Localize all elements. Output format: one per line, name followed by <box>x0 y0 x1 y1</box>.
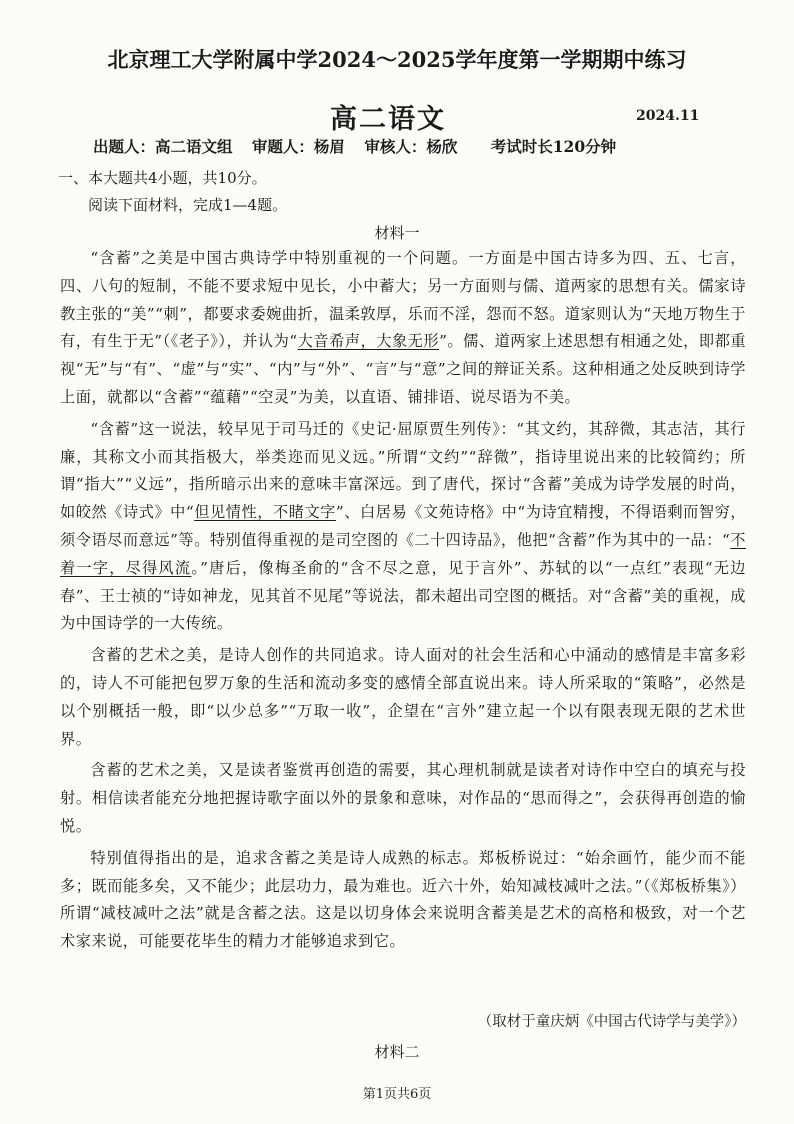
underlined-quote: 但见情性，不睹文字 <box>194 503 336 522</box>
text-run: “含蓄”这一说法，较早见于司马迁的《史记·屈原贾生列传》：“其文约，其辞微，其志洁，其行廉，其称文小而其指极大，举类迩而见义远。”所谓“文约”“辞微”，指诗里说出来的比较简约；所谓“指大”“义远”，指所暗示出来的意味丰富深远。到了唐代，探讨“含蓄”美成为诗学发展的时尚，如皎然《诗式》中“ <box>60 419 746 522</box>
paragraph-2 <box>60 416 746 638</box>
subject-title: 高二语文 <box>330 104 446 135</box>
paragraph-1 <box>60 245 746 412</box>
text-run: 。”唐后，像梅圣俞的“含不尽之意，见于言外”、苏轼的以“一点红”表现“无边春”、王士祯的“诗如神龙，见其首不见尾”等说法，都未超出司空图的概括。对“含蓄”美的重视，成为中国诗学的一大传统。 <box>60 558 746 633</box>
text-run: ”、白居易《文苑诗格》中“为诗宜精搜，不得语剩而智穷，须令语尽而意远”等。特别值得重视的是司空图的《二十四诗品》，他把“含蓄”作为其中的一品：“ <box>60 503 747 549</box>
text-run: “含蓄”之美是中国古典诗学中特别重视的一个问题。一方面是中国古诗多为四、五、七言，四、八句的短制，不能不要求短中见长，小中蓄大；另一方面则与儒、道两家的思想有关。儒家诗教主张的“美”“刺”，都要求委婉曲折，温柔敦厚，乐而不淫，怨而不怒。道家则认为“天地万物生于有，有生于无”（《老子》），并认为“ <box>60 249 746 351</box>
paragraph-4: 含蓄的艺术之美，又是读者鉴赏再创造的需要，其心理机制就是读者对诗作中空白的填充与投射。相信读者能充分地把握诗歌字面以外的景象和意味，对作品的“思而得之”，会获得再创造的愉悦。 <box>60 761 746 835</box>
underlined-quote: 大音希声，大象无形 <box>297 332 440 351</box>
underlined-quote: 不着一字，尽得风流 <box>60 530 746 577</box>
author-line <box>93 135 630 157</box>
material-one-body <box>60 245 746 960</box>
material-one-heading: 材料一 <box>374 224 420 242</box>
material-two-heading: 材料二 <box>374 1043 420 1061</box>
paragraph-5: 特别值得指出的是，追求含蓄之美是诗人成熟的标志。郑板桥说过：“始余画竹，能少而不能多；既而能多矣，又不能少；此层功力，最为难也。近六十外，始知减枝减叶之法。”（《郑板桥集》）所谓“减枝减叶之法”就是含蓄之法。这是以切身体会来说明含蓄美是艺术的高格和极致，对一个艺术家来说，可能要花毕生的精力才能够追求到它。 <box>60 848 746 951</box>
section-label: 一、本大题共4小题，共10分。 <box>58 169 267 187</box>
page-footer: 第1页共6页 <box>362 1087 432 1102</box>
exam-title: 北京理工大学附属中学2024～2025学年度第一学期期中练习 <box>107 47 687 72</box>
exam-date: 2024.11 <box>636 108 700 124</box>
source-citation: （取材于童庆炳《中国古代诗学与美学》） <box>477 1014 746 1030</box>
checker: 审核人：杨欣 <box>364 137 458 156</box>
paragraph-3: 含蓄的艺术之美，是诗人创作的共同追求。诗人面对的社会生活和心中涌动的感情是丰富多彩的，诗人不可能把包罗万象的生活和流动多变的感情全部直说出来。诗人所采取的“策略”，必然是以个别概括一般，即“以少总多”“万取一收”，企望在“言外”建立起一个以有限表现无限的艺术世界。 <box>60 646 746 748</box>
reviewer: 审题人：杨眉 <box>251 137 345 156</box>
text-run: ”。儒、道两家上述思想有相通之处，即都重视“无”与“有”、“虚”与“实”、“内”与“外”、“言”与“意”之间的辩证关系。这种相通之处反映到诗学上面，就都以“含蓄”“蕴藉”“空灵”为美，以直语、铺排语、说尽语为不美。 <box>60 332 747 406</box>
setter: 出题人：高二语文组 <box>93 137 233 156</box>
duration: 考试时长120分钟 <box>490 137 617 156</box>
section-instruction: 阅读下面材料，完成1—4题。 <box>88 196 288 214</box>
